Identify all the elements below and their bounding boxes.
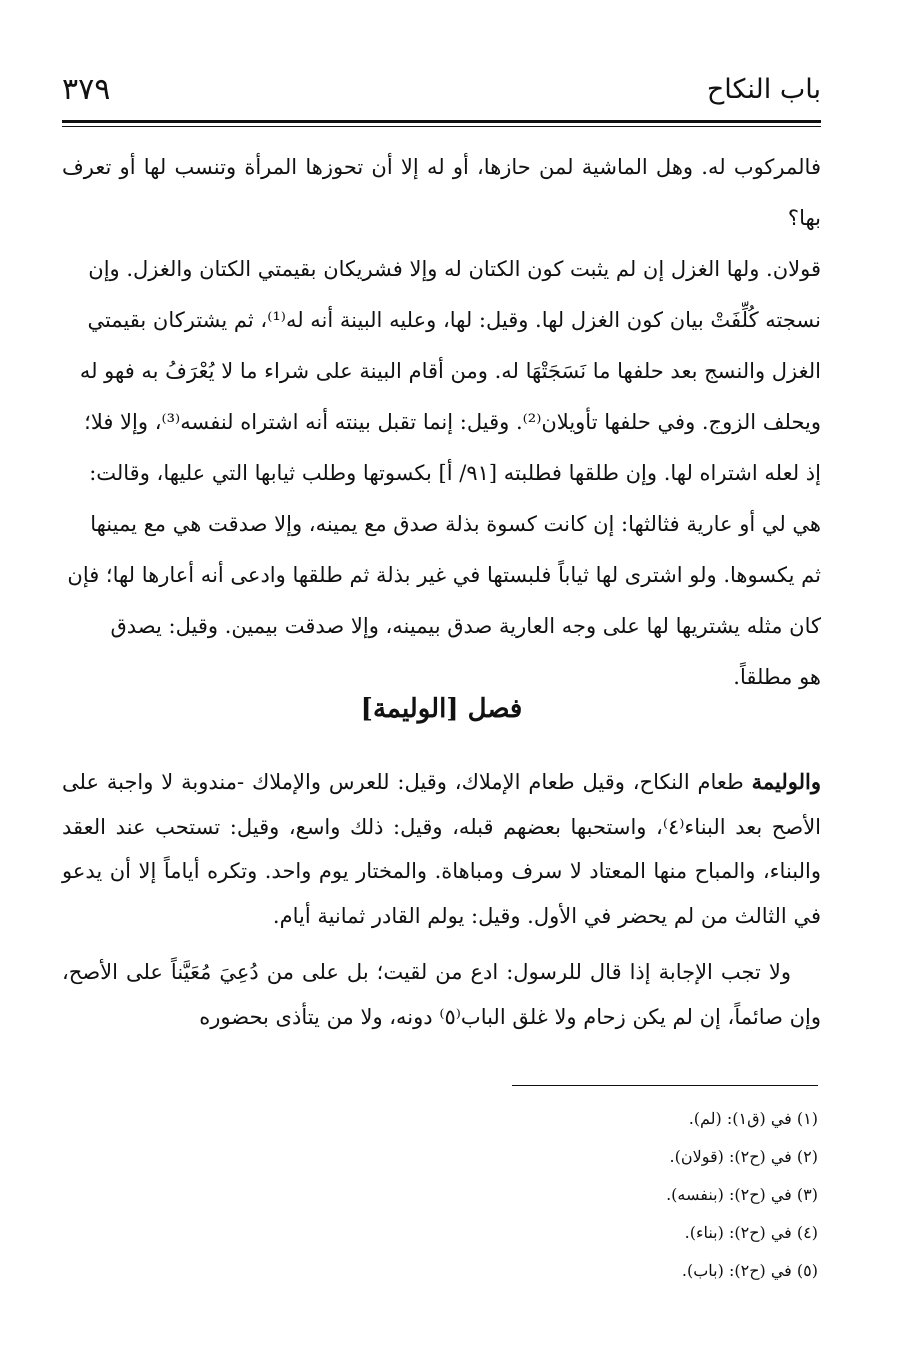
paragraph-body: طعام النكاح، وقيل طعام الإملاك، وقيل: للعرس والإملاك -مندوبة لا واجبة على الأصح بعد البناء⁽٤⁾، واستحبها بعضهم قبله، وقيل: ذلك واسع، وقيل: تستحب عند العقد والبناء، والمباح منها المعتاد لا سرف ومباهاة. والمختار يوم واحد. وتكره أياماً إلا أن يدعو في الثالث من لم يحضر في الأول. وقيل: يولم القادر ثمانية أيام. xyxy=(62,770,821,928)
text-line: هي لي أو عارية فثالثها: إن كانت كسوة بذلة صدق مع يمينه، وإلا صدقت هي مع يمينها xyxy=(90,512,821,536)
body-text-bottom xyxy=(62,760,821,1039)
footnotes xyxy=(400,1100,818,1290)
page-header xyxy=(62,72,821,112)
footnote: (٢) في (ح٢): (قولان). xyxy=(669,1147,818,1166)
footnote: (٣) في (ح٢): (بنفسه). xyxy=(666,1185,818,1204)
section-heading: فصل [الوليمة] xyxy=(360,694,523,724)
text-line: فالمركوب له. وهل الماشية لمن حازها، أو له إلا أن تحوزها المرأة وتنسب لها أو تعرف بها؟ xyxy=(62,155,821,230)
text-line: نسجته كُلِّفَتْ بيان كون الغزل لها. وقيل: لها، وعليه البينة أنه له⁽¹⁾، ثم يشتركان بقيمتي xyxy=(87,308,821,332)
chapter-title: باب النكاح xyxy=(706,74,821,105)
header-rule-thick xyxy=(62,120,821,123)
text-line: إذ لعله اشتراه لها. وإن طلقها فطلبته [٩١/ أ] بكسوتها وطلب ثيابها التي عليها، وقالت: xyxy=(89,461,821,485)
paragraph-ijaba: ولا تجب الإجابة إذا قال للرسول: ادع من لقيت؛ بل على من دُعِيَ مُعَيَّناً على الأصح، وإن صائماً، إن لم يكن زحام ولا غلق الباب⁽٥⁾ دونه، ولا من يتأذى بحضوره xyxy=(62,960,821,1029)
paragraph-walima xyxy=(62,760,821,938)
body-text-top xyxy=(62,142,821,703)
page-number: ٣٧٩ xyxy=(62,72,111,107)
text-line: هو مطلقاً. xyxy=(733,665,821,689)
text-line: قولان. ولها الغزل إن لم يثبت كون الكتان له وإلا فشريكان بقيمتي الكتان والغزل. وإن xyxy=(88,257,821,281)
text-line: ويحلف الزوج. وفي حلفها تأويلان⁽²⁾. وقيل: إنما تقبل بينته أنه اشتراه لنفسه⁽³⁾، وإلا فلا؛ xyxy=(84,410,821,434)
footnote: (١) في (ق١): (لم). xyxy=(688,1109,818,1128)
text-line: ثم يكسوها. ولو اشترى لها ثياباً فلبستها في غير بذلة ثم طلقها وادعى أنه أعارها لها؛ فإن xyxy=(67,563,821,587)
text-line: كان مثله يشتريها لها على وجه العارية صدق بيمينه، وإلا صدقت بيمين. وقيل: يصدق xyxy=(110,614,821,638)
paragraph-lead-word: والوليمة xyxy=(751,769,821,794)
text-line: الغزل والنسج بعد حلفها ما نَسَجَتْهَا له. ومن أقام البينة على شراء ما لا يُعْرَفُ به فهو له xyxy=(79,359,821,383)
footnote: (٤) في (ح٢): (بناء). xyxy=(684,1223,818,1242)
footnote-separator xyxy=(512,1085,818,1086)
footnote: (٥) في (ح٢): (باب). xyxy=(681,1261,818,1280)
header-rule-thin xyxy=(62,126,821,127)
